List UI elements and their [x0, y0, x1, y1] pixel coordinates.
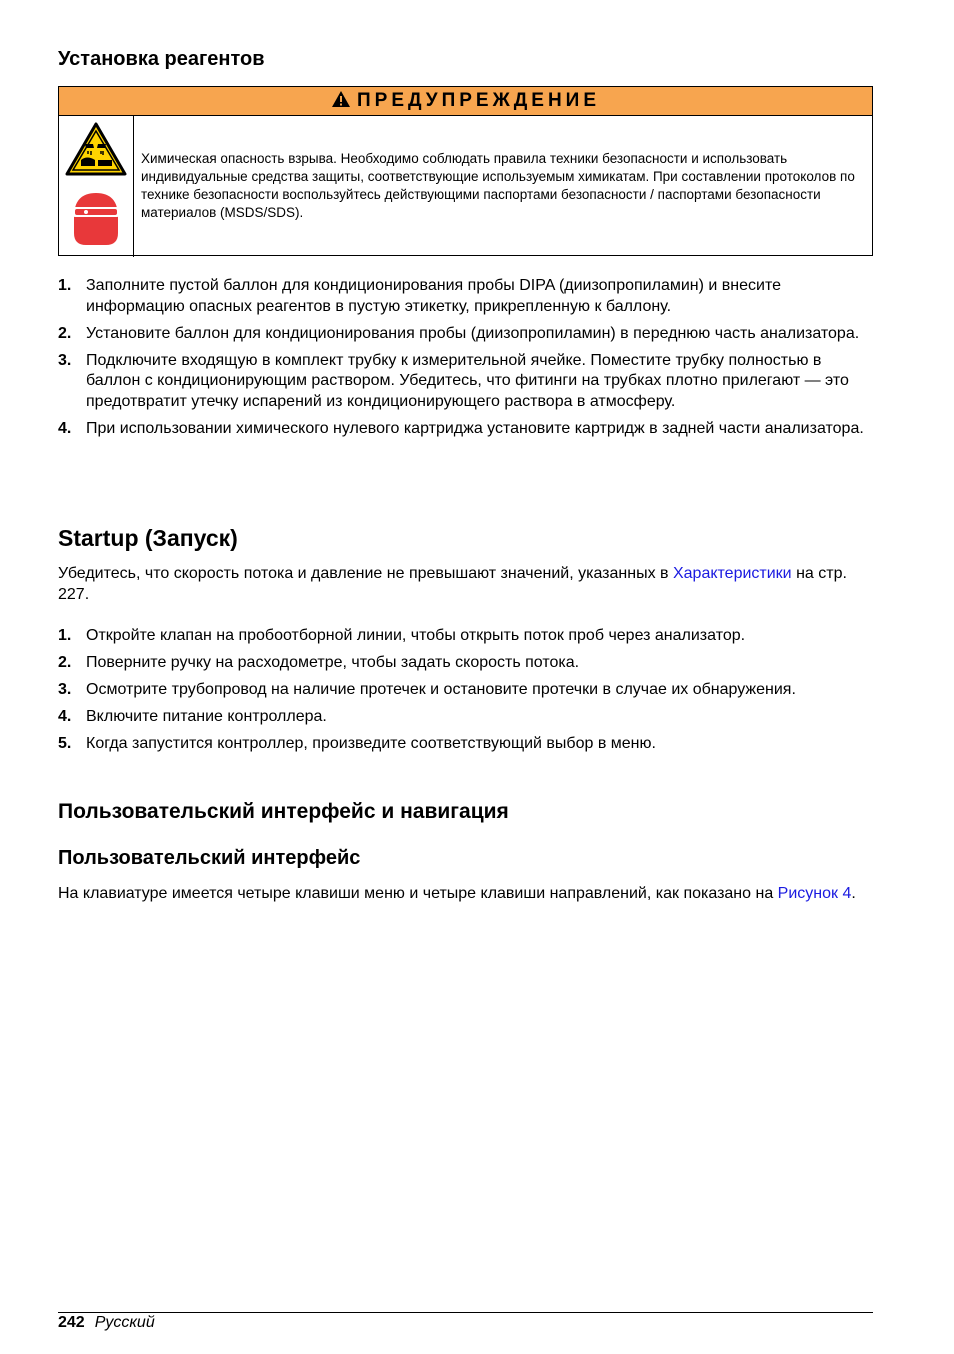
reagents-heading: Установка реагентов [58, 48, 265, 70]
list-item: 1. Откройте клапан на пробоотборной линии, чтобы открыть поток проб через анализатор. [58, 627, 746, 644]
startup-heading: Startup (Запуск) [58, 525, 238, 551]
list-item: 4. При использовании химического нулевого картриджа установите картридж в задней части анализатора. [58, 419, 864, 437]
list-item: 4. Включите питание контроллера. [58, 708, 327, 725]
startup-steps [58, 626, 873, 761]
list-item: 2. Поверните ручку на расходометре, чтобы задать скорость потока. [58, 654, 580, 671]
step-text: При использовании химического нулевого картриджа установите картридж в задней части анализатора. [86, 419, 864, 437]
list-item: 3. Осмотрите трубопровод на наличие протечек и остановите протечки в случае их обнаружения. [58, 681, 796, 698]
ui-paragraph: На клавиатуре имеется четыре клавиши меню и четыре клавиши направлений, как показано на Рисунок 4. [58, 885, 856, 902]
ui-subheading: Пользовательский интерфейс [58, 847, 361, 869]
footer-divider [58, 1312, 873, 1313]
specifications-link[interactable]: Характеристики [672, 565, 792, 582]
warning-triangle-icon [331, 90, 351, 114]
list-item: 3. Подключите входящую в комплект трубку к измерительной ячейке. Поместите трубку полностью в баллон с кондиционирующим раствором. Убедитесь, что фитинги на трубках плотно прилегают — это предотвратит утечку испарений из кондиционирующего раствора в атмосферу. [58, 351, 849, 410]
step-text: Установите баллон для кондиционирования пробы (диизопропиламин) в переднюю часть анализатора. [86, 324, 860, 342]
page-footer [58, 1313, 155, 1333]
warning-header [59, 87, 872, 116]
list-item: 1. Заполните пустой баллон для кондиционирования пробы DIPA (диизопропиламин) и внесите информацию опасных реагентов в пустую этикетку, прикрепленную к баллону. [58, 277, 781, 315]
ui-navigation-heading: Пользовательский интерфейс и навигация [58, 800, 509, 823]
list-item: 5. Когда запустится контроллер, произведите соответствующий выбор в меню. [58, 735, 656, 752]
step-text: Откройте клапан на пробоотборной линии, чтобы открыть поток проб через анализатор. [86, 627, 746, 644]
figure-4-link[interactable]: Рисунок 4 [777, 885, 852, 902]
startup-intro: Убедитесь, что скорость потока и давление не превышают значений, указанных в Характеристики на стр. 227. [58, 565, 847, 603]
step-text: Поверните ручку на расходометре, чтобы задать скорость потока. [86, 654, 580, 671]
warning-text: Химическая опасность взрыва. Необходимо соблюдать правила техники безопасности и использовать индивидуальные средства защиты, соответствующие используемым химикатам. При составлении протоколов по технике безопасности воспользуйтесь действующими паспортами безопасности / паспортами безопасности материалов (MSDS/SDS). [141, 151, 855, 220]
step-text: Когда запустится контроллер, произведите соответствующий выбор в меню. [86, 735, 656, 752]
corrosive-chemical-icon [65, 122, 127, 181]
step-text: Осмотрите трубопровод на наличие протечек и остановите протечки в случае их обнаружения. [86, 681, 796, 698]
warning-label: ПРЕДУПРЕЖДЕНИЕ [356, 90, 601, 111]
step-text: Включите питание контроллера. [86, 708, 327, 725]
warning-icons [59, 116, 134, 257]
step-text: Подключите входящую в комплект трубку к измерительной ячейке. Поместите трубку полностью в баллон с кондиционирующим раствором. Убедитесь, что фитинги на трубках плотно прилегают — это предотвратит утечку испарений из кондиционирующего раствора в атмосферу. [86, 351, 849, 410]
warning-box [58, 86, 873, 256]
footer-language: Русский [94, 1314, 155, 1331]
page-number: 242 [58, 1314, 85, 1331]
step-text: Заполните пустой баллон для кондиционирования пробы DIPA (диизопропиламин) и внесите информацию опасных реагентов в пустую этикетку, прикрепленную к баллону. [86, 277, 781, 315]
safety-goggles-icon [66, 189, 126, 252]
reagent-steps [58, 276, 873, 446]
list-item: 2. Установите баллон для кондиционирования пробы (диизопропиламин) в переднюю часть анализатора. [58, 324, 860, 342]
